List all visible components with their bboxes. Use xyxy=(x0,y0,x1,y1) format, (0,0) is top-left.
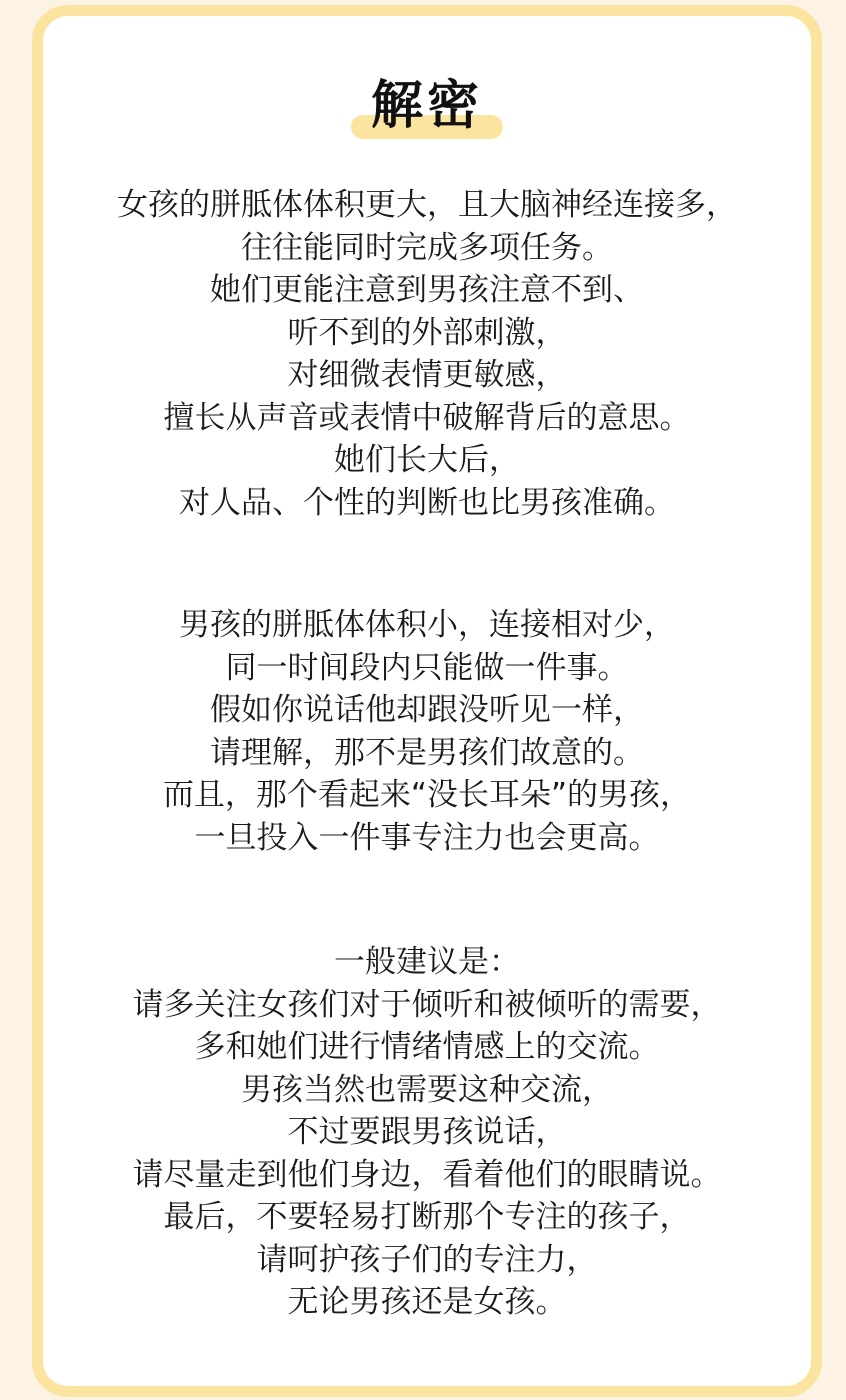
text-line: 男孩的胼胝体体积小，连接相对少， xyxy=(179,607,675,643)
text-line: 一旦投入一件事专注力也会更高。 xyxy=(194,819,660,856)
text-line: 听不到的外部刺激， xyxy=(287,314,567,351)
paragraph-girls xyxy=(43,184,811,524)
text-line: 请呵护孩子们的专注力， xyxy=(256,1241,598,1278)
text-line: 最后，不要轻易打断那个专注的孩子， xyxy=(163,1199,691,1235)
text-line: 对细微表情更敏感， xyxy=(287,357,567,393)
text-line: 擅长从声音或表情中破解背后的意思。 xyxy=(163,399,691,436)
text-line: 她们长大后， xyxy=(334,442,520,478)
text-line: 请理解，那不是男孩们故意的。 xyxy=(210,734,644,771)
title-area xyxy=(43,71,811,141)
text-line: 女孩的胼胝体体积更大，且大脑神经连接多， xyxy=(117,187,737,223)
text-line: 多和她们进行情绪情感上的交流。 xyxy=(194,1029,660,1065)
content-card xyxy=(32,5,822,1397)
text-line: 假如你说话他却跟没听见一样， xyxy=(210,692,644,728)
text-line: 男孩当然也需要这种交流， xyxy=(241,1071,613,1108)
page-title: 解密 xyxy=(370,76,483,136)
text-line: 同一时间段内只能做一件事。 xyxy=(225,649,629,686)
title-box xyxy=(351,71,503,141)
text-line: 请多关注女孩们对于倾听和被倾听的需要， xyxy=(132,986,722,1023)
text-line: 一般建议是： xyxy=(334,944,520,980)
text-line: 往往能同时完成多项任务。 xyxy=(241,229,613,266)
text-line: 不过要跟男孩说话， xyxy=(287,1114,567,1150)
text-line: 她们更能注意到男孩注意不到、 xyxy=(210,272,644,308)
text-line: 无论男孩还是女孩。 xyxy=(287,1284,567,1320)
text-line: 对人品、个性的判断也比男孩准确。 xyxy=(179,484,675,521)
text-line: 而且，那个看起来“没长耳朵”的男孩， xyxy=(162,777,692,813)
paragraph-advice xyxy=(43,941,811,1324)
text-line: 请尽量走到他们身边，看着他们的眼睛说。 xyxy=(132,1156,722,1193)
paragraph-boys xyxy=(43,604,811,859)
